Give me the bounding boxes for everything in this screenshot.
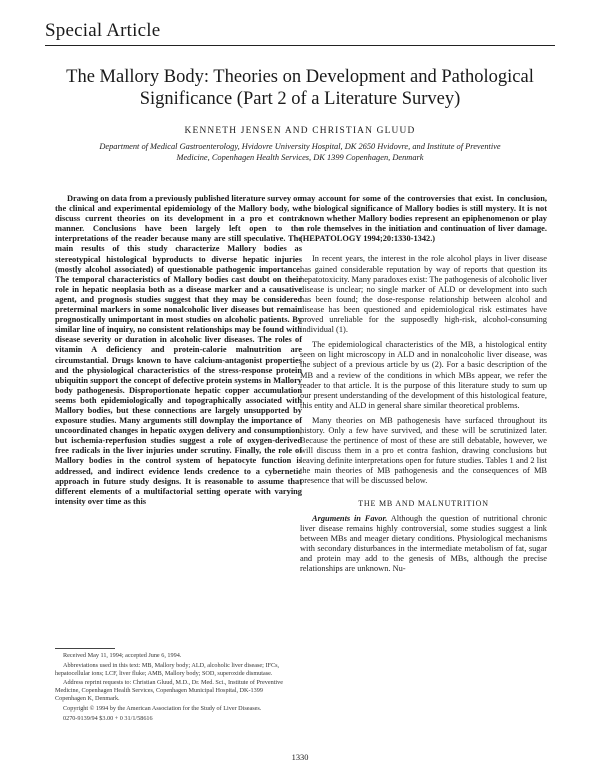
affiliation-line-2: Medicine, Copenhagen Health Services, DK 1399 Copenhagen, Denmark	[176, 153, 424, 162]
footnote-rule	[55, 648, 115, 649]
section-heading: THE MB AND MALNUTRITION	[358, 498, 489, 508]
abstract-part-2	[300, 194, 547, 244]
header-rule	[45, 45, 555, 46]
article-title	[40, 66, 560, 110]
section-label: Special Article	[45, 20, 161, 41]
footnotes	[55, 652, 290, 724]
right-column	[300, 194, 547, 574]
run-in-heading: Arguments in Favor.	[312, 513, 388, 523]
paragraph-4-text: Although the question of nutritional chronic liver disease remains highly controversial, some studies suggest a link between MBs and meager dietary conditions. Physiological mechanisms with secondary disturbances in the intermediate metabolism of fat, sugar and protein may add to the genesis of MBs, although the precise relationships are unknown. Nu-	[300, 513, 547, 574]
body-paragraph-4	[300, 514, 547, 575]
footnote-address: Address reprint requests to: Christian Gluud, M.D., Dr. Med. Sci., Institute of Preventive Medicine, Copenhagen Health Services, Copenhagen Municipal Hospital, DK-1399 Copenhagen K, Denmark.	[55, 679, 283, 703]
footnote-abbreviations: Abbreviations used in this text: MB, Mallory body; ALD, alcoholic liver disease; IFCs, hepatocellular ions; LCF, liver fluke; AMB, Mallory body; SOD, superoxide dismutase.	[55, 661, 280, 677]
body-paragraph-3: Many theories on MB pathogenesis have surfaced throughout its history. Only a few have survived, and these will be scrutinized later. Because the pertinence of most of these are still debatable, however, we will discuss them in a pro et contra fashion, drawing conclusions but leaving definite interpretations open for future studies. Tables 1 and 2 list the main theories of MB pathogenesis and the consequences of MB presence that will be discussed below.	[300, 415, 547, 486]
body-paragraph-1: In recent years, the interest in the role alcohol plays in liver disease has gained considerable reputation by way of reports that question its hepatotoxicity. Many paradoxes exist: The pathogenesis of alcoholic liver disease is unclear; no single marker of ALD or development into such has been found; the dose-response relationship between alcohol and disease has been questioned and epidemiological risk estimates have proved unreliable for the supposedly high-risk, alcohol-consuming individual (1).	[300, 254, 547, 335]
affiliation-line-1: Department of Medical Gastroenterology, Hvidovre University Hospital, DK 2650 Hvidovre, and Institute of Preventive	[99, 142, 501, 151]
abstract-conclusion: may account for some of the controversies that exist. In conclusion, the biological significance of Mallory bodies is still mystery. It is not known whether Mallory bodies represent an epiphenomenon or play a role themselves in the initiation and continuation of liver damage.	[300, 194, 547, 234]
abstract-part-1: Drawing on data from a previously published literature survey on the clinical and experimental epidemiology of the Mallory body, we discuss current theories on its development in a pro et contra manner. Conclusions have been largely left open to the interpretations of the reader because many are still speculative. The main results of this study characterize Mallory bodies as stereotypical histological byproducts to diverse hepatic injuries (mostly alcohol associated) of questionable pathogenic importance. The temporal characteristics of Mallory bodies cast doubt on their role in hepatic neoplasia both as a disease marker and a causative agent, and prognosis studies suggest that they may be considered preterminal markers in some nonalcoholic liver diseases but remain prognostically unimportant in most studies on alcoholic patients. By similar line of inquiry, no consistent relationships may be found with disease severity or duration in alcoholic liver diseases. The roles of vitamin A deficiency and protein-calorie malnutrition are circumstantial. Drugs known to have calcium-antagonist properties and the physiological characteristics of the stress-response protein ubiquitin support the concept of defective protein systems in Mallory body pathogenesis. Disproportionate hepatic copper accumulation seems both epidemiologically and topographically associated with Mallory bodies, but these connections are largely unsupported by exposure studies. Many arguments still downplay the importance of uncoordinated changes in hepatic oxygen delivery and consumption, but ischemia-reperfusion studies suggest a role of oxygen-derived free radicals in the liver injuries under scrutiny. Finally, the role of Mallory bodies in the control system of hepatocyte function is addressed, and indirect evidence lends credence to a cybernetic approach in future study designs. It is reasonable to assume that different elements of a multifactorial setting operate with varying intensity over time as this	[55, 194, 302, 506]
journal-citation: (HEPATOLOGY 1994;20:1330-1342.)	[300, 234, 436, 244]
page-number: 1330	[291, 753, 309, 762]
left-column	[55, 194, 302, 507]
author-list: KENNETH JENSEN AND CHRISTIAN GLUUD	[184, 126, 416, 136]
footnote-received: Received May 11, 1994; accepted June 6, 1994.	[63, 652, 182, 659]
footnote-issn: 0270-9139/94 $3.00 + 0 31/1/58616	[63, 714, 153, 722]
title-line-1: The Mallory Body: Theories on Development and Pathological	[66, 67, 534, 87]
title-line-2: Significance (Part 2 of a Literature Survey)	[139, 89, 461, 109]
body-paragraph-2: The epidemiological characteristics of the MB, a histological entity seen on light microscopy in ALD and in nonalcoholic liver disease, was the subject of a previous article by us (2). For a basic description of the MB and a review of the conditions in which MBs appear, we refer the reader to that article. It is the purpose of this literature study to sum up our present understanding of the development of this histological feature, this entity and ALD in general share similar theoretical problems.	[300, 340, 547, 410]
footnote-copyright: Copyright © 1994 by the American Association for the Study of Liver Diseases.	[63, 705, 262, 713]
affiliation	[45, 141, 555, 163]
